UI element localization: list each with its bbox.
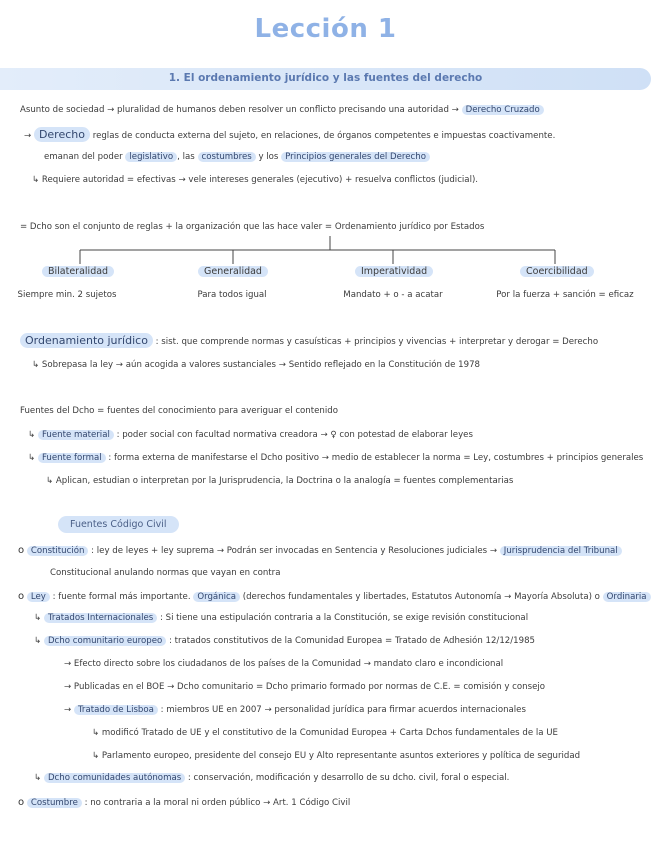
- fuentes-line-4: ↳ Aplican, estudian o interpretan por la Jurisprudencia, la Doctrina o la analogía = fuentes complementarias: [46, 476, 514, 486]
- jurisprudencia-highlight: Jurisprudencia del Tribunal: [500, 546, 622, 556]
- generalidad-desc: Para todos igual: [197, 290, 267, 300]
- constitucion-line-2: Constitucional anulando normas que vayan en contra: [50, 568, 281, 578]
- coercibilidad-desc: Por la fuerza + sanción = eficaz: [496, 290, 634, 300]
- ordenamiento-definition: : sist. que comprende normas y casuísticas + principios y vivencias + interpretar y derogar = Derecho: [155, 337, 599, 347]
- modifico-line: ↳ modificó Tratado de UE y el constitutivo de la Comunidad Europea + Carta Dchos fundamentales de la UE: [92, 728, 558, 738]
- derecho-cruzado-highlight: Derecho Cruzado: [462, 105, 544, 115]
- imperatividad-desc: Mandato + o - a acatar: [343, 290, 443, 300]
- costumbres-highlight: costumbres: [198, 152, 256, 162]
- fuente-formal-highlight: Fuente formal: [38, 453, 106, 463]
- legislativo-highlight: legislativo: [125, 152, 177, 162]
- bilateralidad-desc: Siempre min. 2 sujetos: [17, 290, 117, 300]
- ordenamiento-line-2: ↳ Sobrepasa la ley → aún acogida a valores sustanciales → Sentido reflejado en la Constitución de 1978: [32, 360, 481, 370]
- parlamento-line: ↳ Parlamento europeo, presidente del consejo EU y Alto representante asuntos exteriores y política de seguridad: [92, 751, 581, 761]
- organica-highlight: Orgánica: [193, 592, 240, 602]
- fuente-material-highlight: Fuente material: [38, 430, 114, 440]
- fuentes-line-2: ↳ Fuente material : poder social con facultad normativa creadora → ♀ con potestad de elaborar leyes: [28, 430, 473, 440]
- publicadas-line: → Publicadas en el BOE → Dcho comunitario = Dcho primario formado por normas de C.E. = comisión y consejo: [64, 682, 546, 692]
- tratados-desc: : Si tiene una estipulación contraria a la Constitución, se exige revisión constitucional: [159, 613, 529, 623]
- dcho-comunitario-desc: : tratados constitutivos de la Comunidad Europea = Tratado de Adhesión 12/12/1985: [168, 636, 536, 646]
- intro-line-1: [20, 105, 544, 115]
- organica-desc: (derechos fundamentales y libertades, Estatutos Autonomía → Mayoría Absoluta) o: [242, 592, 600, 602]
- principios-highlight: Principios generales del Derecho: [281, 152, 430, 162]
- dcho-comunitario-line: ↳ Dcho comunitario europeo : tratados constitutivos de la Comunidad Europea = Tratado de Adhesión 12/12/1985: [34, 636, 536, 646]
- intro-line-2: [24, 128, 555, 141]
- ley-highlight: Ley: [27, 592, 50, 602]
- costumbre-highlight: Costumbre: [27, 798, 82, 808]
- constitucion-line-1: o Constitución : ley de leyes + ley suprema → Podrán ser invocadas en Sentencia y Resoluciones judiciales → Jurisprudencia del Tribunal: [18, 545, 622, 556]
- costumbre-line: o Costumbre : no contraria a la moral ni orden público → Art. 1 Código Civil: [18, 797, 351, 808]
- imperatividad-label: Imperatividad: [355, 266, 433, 277]
- text: , las: [177, 152, 195, 162]
- derecho-highlight: Derecho: [34, 127, 90, 142]
- autonomicas-line: ↳ Dcho comunidades autónomas : conservación, modificación y desarrollo de su dcho. civil, foral o especial.: [34, 773, 510, 783]
- tratados-line: ↳ Tratados Internacionales : Si tiene una estipulación contraria a la Constitución, se exige revisión constitucional: [34, 613, 529, 623]
- tratados-highlight: Tratados Internacionales: [44, 613, 157, 623]
- page-title: Lección 1: [254, 14, 397, 44]
- codigo-civil-pill: Fuentes Código Civil: [58, 516, 179, 533]
- lisboa-line: → Tratado de Lisboa : miembros UE en 2007 → personalidad jurídica para firmar acuerdos internacionales: [64, 705, 526, 715]
- dcho-comunitario-highlight: Dcho comunitario europeo: [44, 636, 166, 646]
- autonomicas-highlight: Dcho comunidades autónomas: [44, 773, 185, 783]
- arrow: →: [24, 131, 32, 141]
- costumbre-desc: : no contraria a la moral ni orden público → Art. 1 Código Civil: [84, 798, 351, 808]
- text: emanan del poder: [44, 152, 123, 162]
- constitucion-highlight: Constitución: [27, 546, 89, 556]
- ordinaria-highlight: Ordinaria: [603, 592, 651, 602]
- derecho-definition: reglas de conducta externa del sujeto, en relaciones, de órganos competentes e impuestas coactivamente.: [92, 131, 556, 141]
- fuentes-line-3: ↳ Fuente formal : forma externa de manifestarse el Dcho positivo → medio de establecer la norma = Ley, costumbres + principios generales: [28, 453, 644, 463]
- generalidad-label: Generalidad: [198, 266, 268, 277]
- ordenamiento-highlight: Ordenamiento jurídico: [20, 333, 153, 348]
- efecto-line: → Efecto directo sobre los ciudadanos de los países de la Comunidad → mandato claro e incondicional: [64, 659, 504, 669]
- constitucion-desc: : ley de leyes + ley suprema → Podrán ser invocadas en Sentencia y Resoluciones judiciales →: [91, 546, 498, 556]
- bilateralidad-label: Bilateralidad: [42, 266, 114, 277]
- ordenamiento-line-1: [20, 334, 598, 347]
- coercibilidad-label: Coercibilidad: [520, 266, 594, 277]
- section-title: 1. El ordenamiento jurídico y las fuentes del derecho: [168, 72, 483, 84]
- lisboa-desc: : miembros UE en 2007 → personalidad jurídica para firmar acuerdos internacionales: [160, 705, 526, 715]
- definition-line: = Dcho son el conjunto de reglas + la organización que las hace valer = Ordenamiento jurídico por Estados: [20, 222, 485, 232]
- ley-line: o Ley : fuente formal más importante. Orgánica (derechos fundamentales y libertades, Estatutos Autonomía → Mayoría Absoluta) o Ordinaria: [18, 591, 651, 602]
- intro-line-4: ↳ Requiere autoridad = efectivas → vele intereses generales (ejecutivo) + resuelva conflictos (judicial).: [32, 175, 479, 185]
- fuente-formal-desc: : forma externa de manifestarse el Dcho positivo → medio de establecer la norma = Ley, costumbres + principios generales: [108, 453, 644, 463]
- fuente-material-desc: : poder social con facultad normativa creadora → ♀ con potestad de elaborar leyes: [116, 430, 473, 440]
- intro-text: Asunto de sociedad → pluralidad de humanos deben resolver un conflicto precisando una autoridad →: [20, 105, 459, 115]
- ley-desc: : fuente formal más importante.: [52, 592, 191, 602]
- fuentes-line-1: Fuentes del Dcho = fuentes del conocimiento para averiguar el contenido: [20, 406, 338, 416]
- autonomicas-desc: : conservación, modificación y desarrollo de su dcho. civil, foral o especial.: [187, 773, 510, 783]
- lisboa-highlight: Tratado de Lisboa: [74, 705, 158, 715]
- intro-line-3: [44, 152, 430, 162]
- text: y los: [258, 152, 279, 162]
